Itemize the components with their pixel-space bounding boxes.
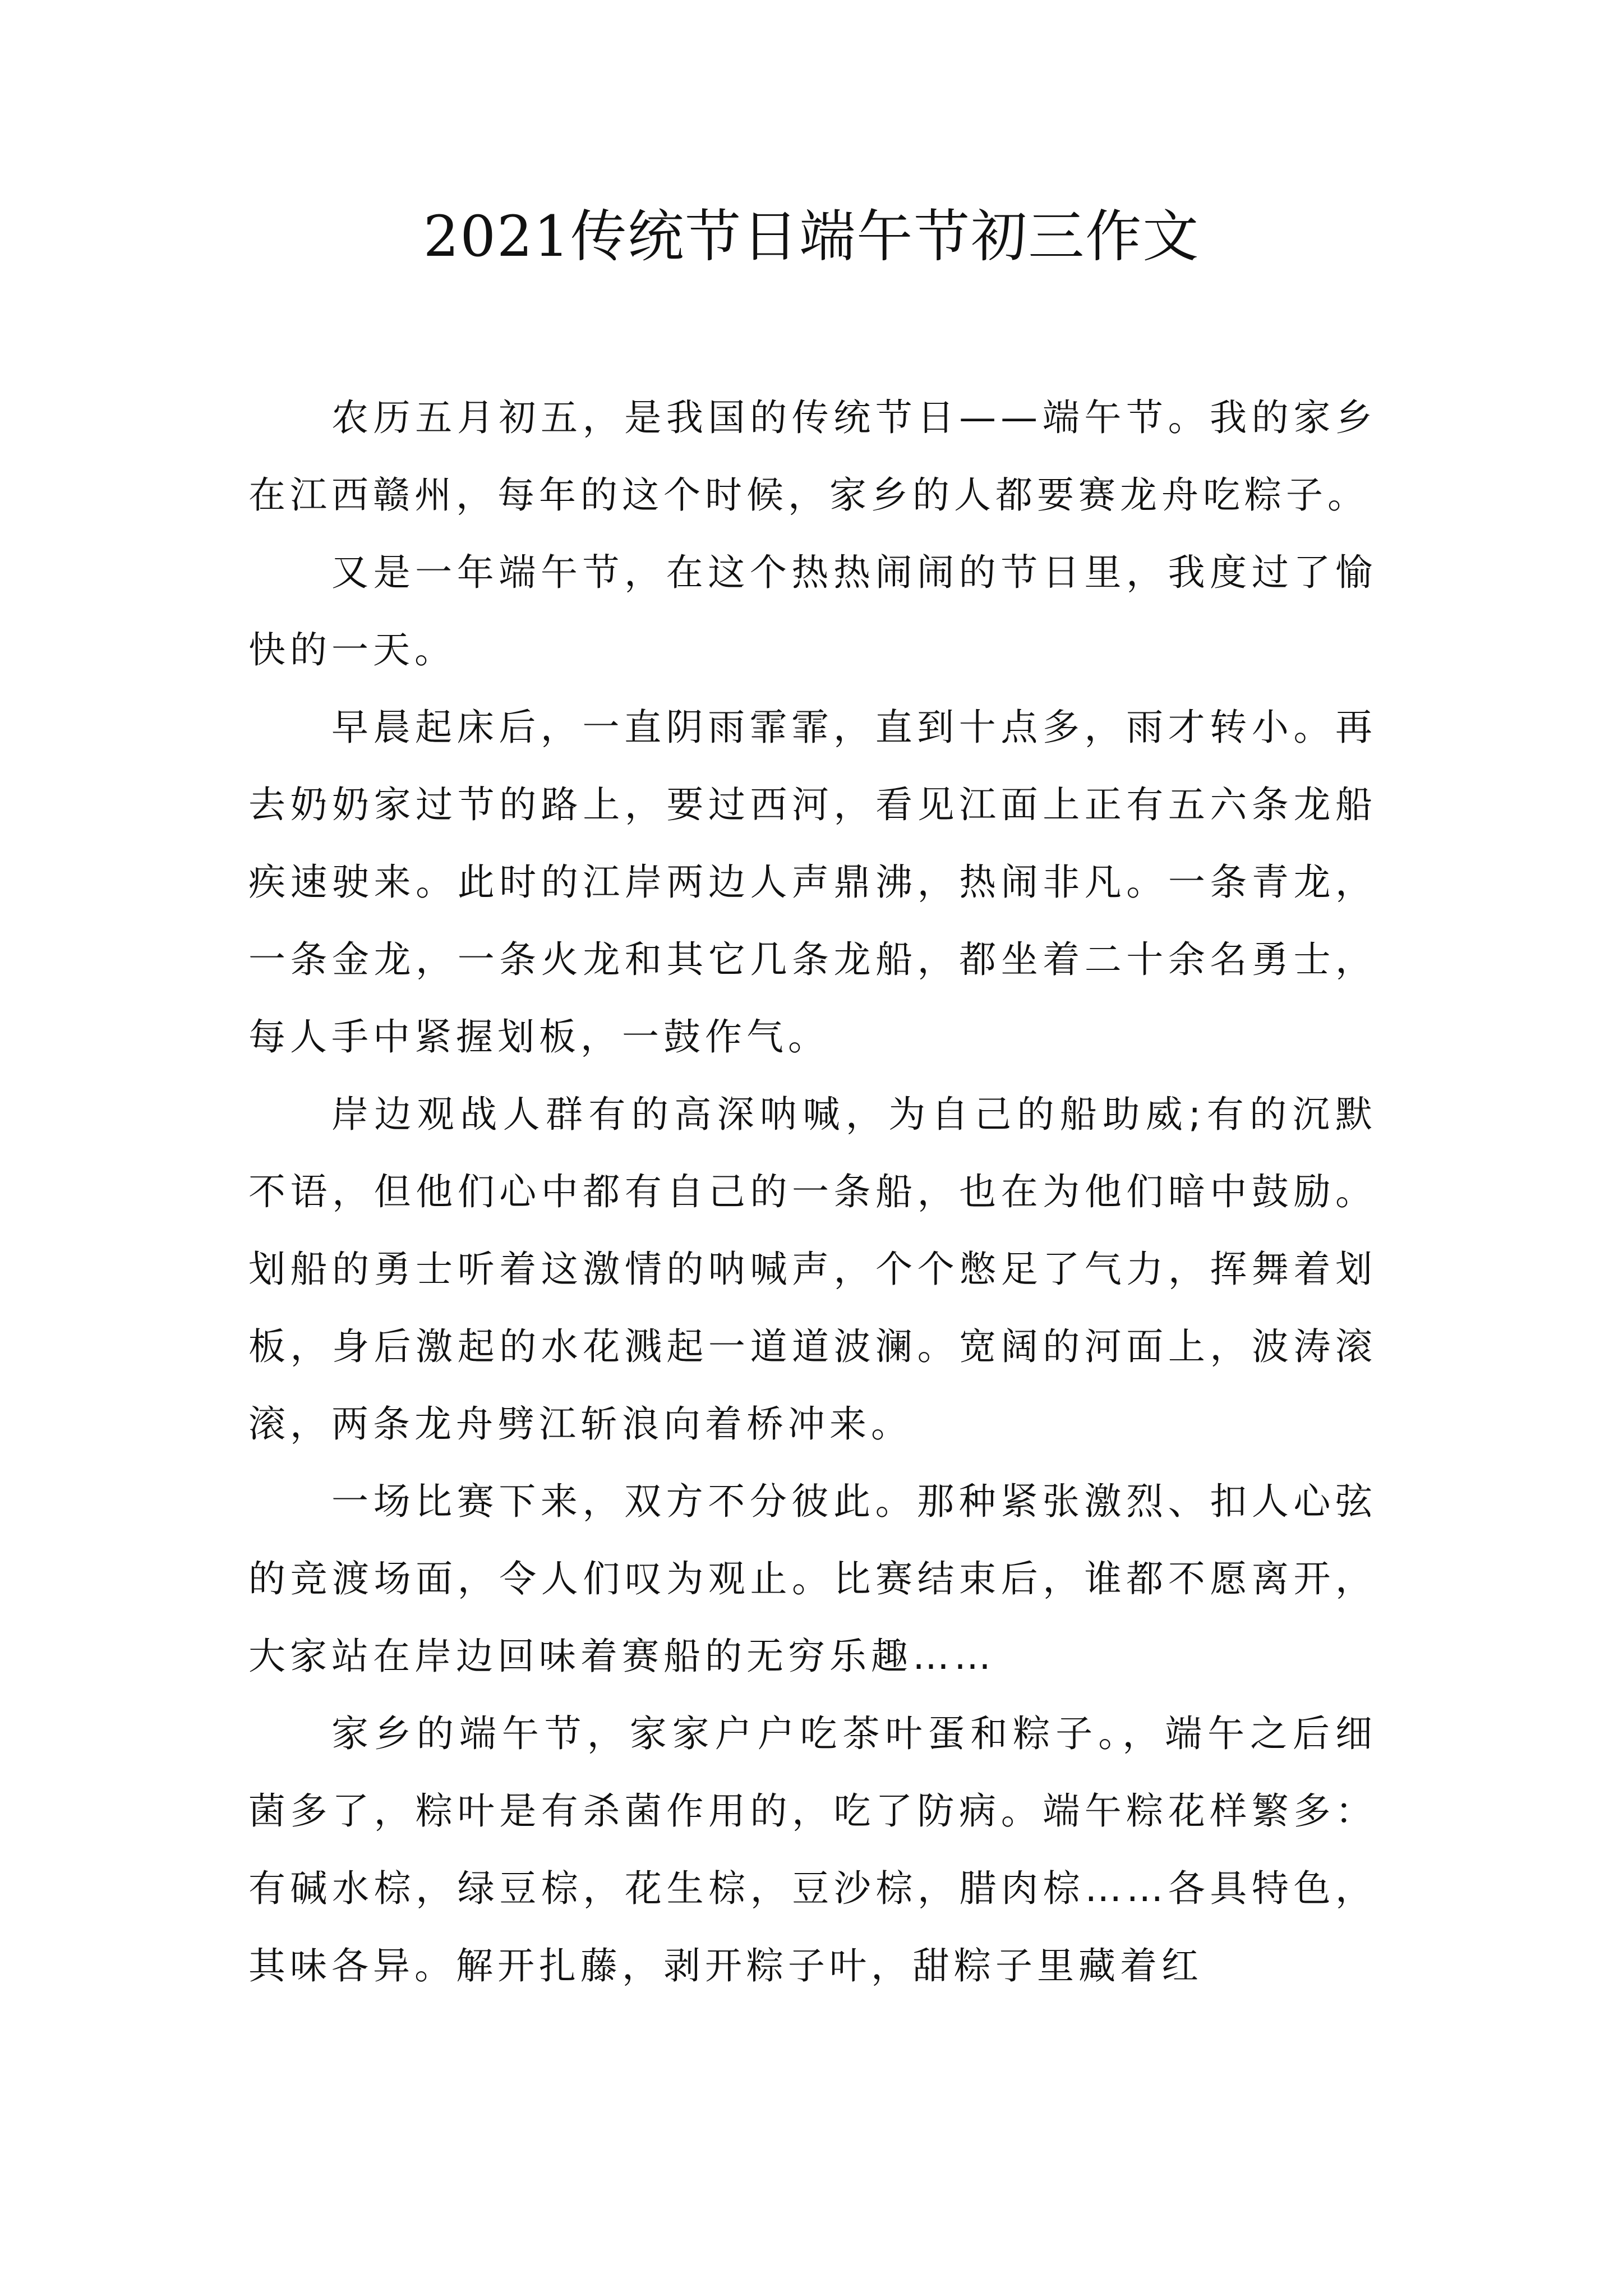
paragraph-2: 又是一年端午节，在这个热热闹闹的节日里，我度过了愉快的一天。 [248,551,1377,671]
paragraph-1: 农历五月初五，是我国的传统节日——端午节。我的家乡在江西赣州，每年的这个时候，家乡的人都要赛龙舟吃粽子。 [248,396,1377,517]
paragraph-6: 家乡的端午节，家家户户吃茶叶蛋和粽子。，端午之后细菌多了，粽叶是有杀菌作用的，吃了防病。端午粽花样繁多：有碱水棕，绿豆棕，花生棕，豆沙棕，腊肉棕……各具特色，其味各异。解开扎藤，剥开粽子叶，甜粽子里藏着红 [248,1712,1377,1987]
paragraph-5: 一场比赛下来，双方不分彼此。那种紧张激烈、扣人心弦的竞渡场面，令人们叹为观止。比赛结束后，谁都不愿离开，大家站在岸边回味着赛船的无穷乐趣…… [248,1480,1377,1678]
document-body [248,379,1377,2005]
document-title: 2021传统节日端午节初三作文 [423,204,1200,269]
paragraph-3: 早晨起床后，一直阴雨霏霏，直到十点多，雨才转小。再去奶奶家过节的路上，要过西河，看见江面上正有五六条龙船疾速驶来。此时的江岸两边人声鼎沸，热闹非凡。一条青龙，一条金龙，一条火龙和其它几条龙船，都坐着二十余名勇士，每人手中紧握划板，一鼓作气。 [248,706,1377,1059]
paragraph-4: 岸边观战人群有的高深呐喊，为自己的船助威;有的沉默不语，但他们心中都有自己的一条船，也在为他们暗中鼓励。划船的勇士听着这激情的呐喊声，个个憋足了气力，挥舞着划板，身后激起的水花溅起一道道波澜。宽阔的河面上，波涛滚滚，两条龙舟劈江斩浪向着桥冲来。 [248,1093,1377,1446]
